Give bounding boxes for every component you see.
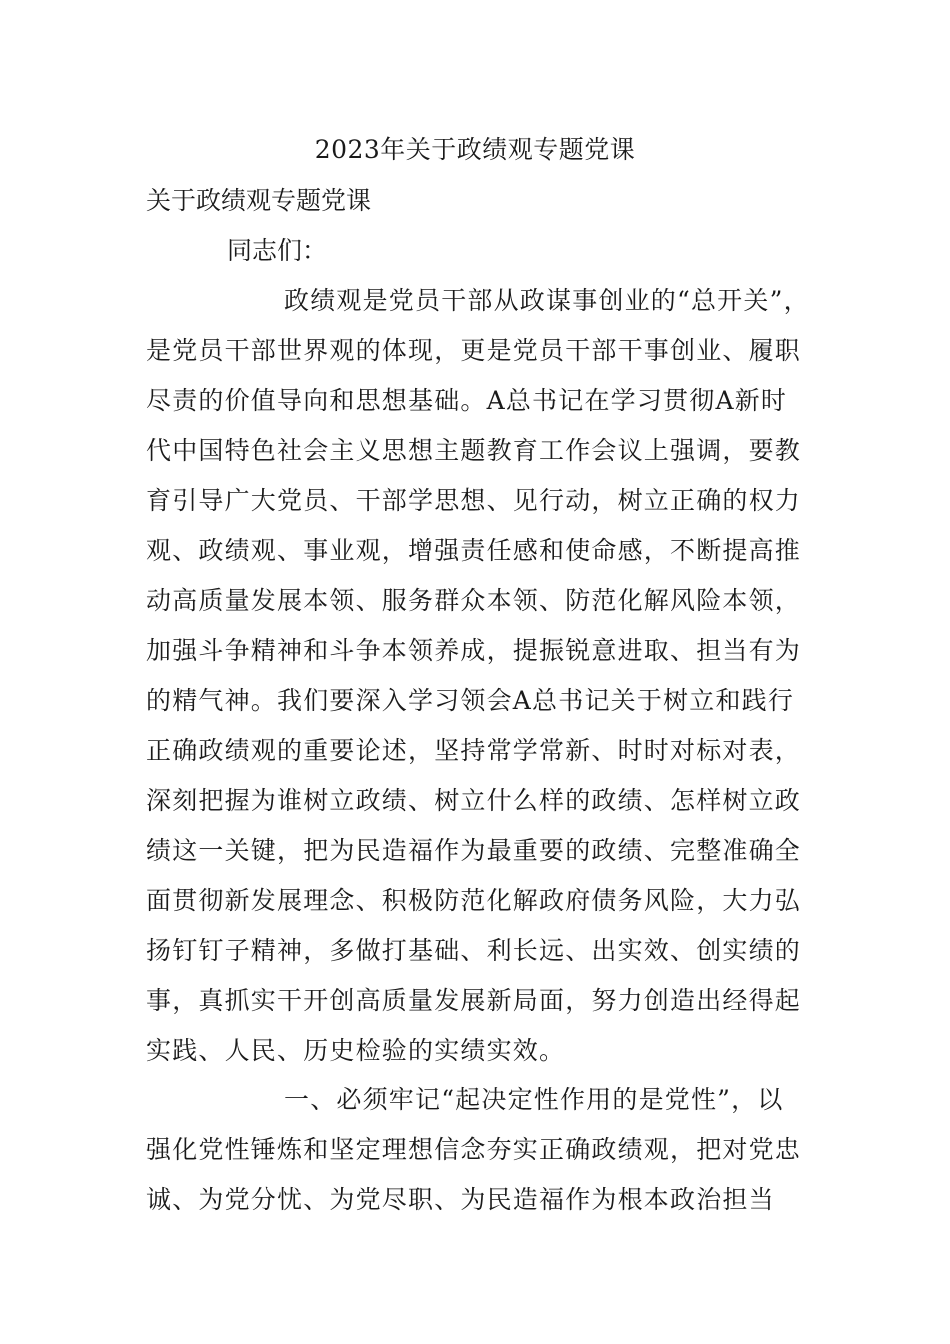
document-subtitle: 关于政绩观专题党课 [146,186,372,215]
paragraph-line: 观、政绩观、事业观，增强责任感和使命感，不断提高推 [146,536,802,565]
paragraph-line: 事，真抓实干开创高质量发展新局面，努力创造出经得起 [146,986,802,1015]
paragraph-line: 强化党性锤炼和坚定理想信念夯实正确政绩观，把对党忠 [146,1135,802,1164]
paragraph-intro [146,276,826,1076]
paragraph-line: 实践、人民、历史检验的实绩实效。 [146,1036,566,1065]
paragraph-line: 政绩观是党员干部从政谋事创业的“总开关”， [284,286,810,315]
paragraph-line: 是党员干部世界观的体现，更是党员干部干事创业、履职 [146,336,802,365]
paragraph-line: 正确政绩观的重要论述，坚持常学常新、时时对标对表， [146,736,802,765]
paragraph-line: 加强斗争精神和斗争本领养成，提振锐意进取、担当有为 [146,636,802,665]
paragraph-line: 深刻把握为谁树立政绩、树立什么样的政绩、怎样树立政 [146,786,802,815]
paragraph-line: 一、必须牢记“起决定性作用的是党性”，以 [284,1085,784,1114]
paragraph-line: 面贯彻新发展理念、积极防范化解政府债务风险，大力弘 [146,886,802,915]
salutation: 同志们： [227,236,328,265]
paragraph-line: 绩这一关键，把为民造福作为最重要的政绩、完整准确全 [146,836,802,865]
paragraph-line: 的精气神。我们要深入学习领会A总书记关于树立和践行 [146,686,795,715]
paragraph-line: 动高质量发展本领、服务群众本领、防范化解风险本领， [146,586,802,615]
paragraph-line: 尽责的价值导向和思想基础。A总书记在学习贯彻A新时 [146,386,788,415]
paragraph-line: 育引导广大党员、干部学思想、见行动，树立正确的权力 [146,486,802,515]
paragraph-line: 扬钉钉子精神，多做打基础、利长远、出实效、创实绩的 [146,936,802,965]
paragraph-line: 诚、为党分忧、为党尽职、为民造福作为根本政治担当 [146,1185,775,1214]
paragraph-section-one [146,1075,826,1225]
document-title: 2023年关于政绩观专题党课 [314,135,636,164]
paragraph-line: 代中国特色社会主义思想主题教育工作会议上强调，要教 [146,436,802,465]
